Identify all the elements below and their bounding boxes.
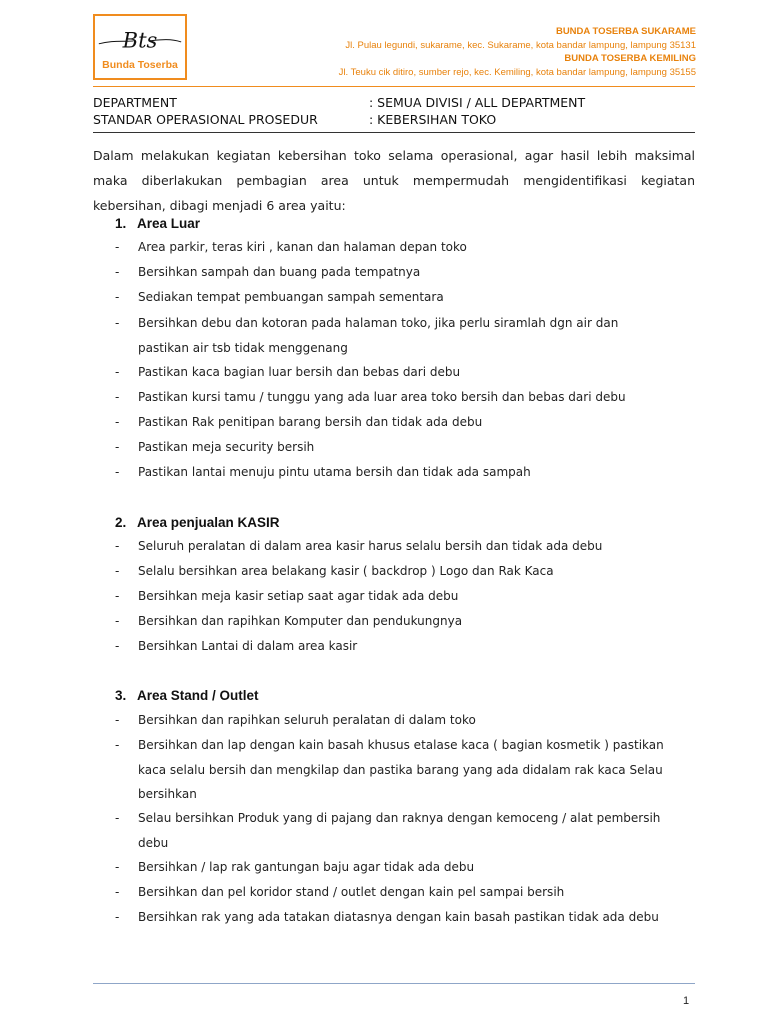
sop-row (93, 112, 497, 127)
intro-paragraph (93, 143, 695, 218)
intro-line: maka diberlakukan pembagian area untuk mempermudah mengidentifikasi kegiatan (93, 173, 695, 188)
list-item-text: Selalu bersihkan area belakang kasir ( backdrop ) Logo dan Rak Kaca (138, 564, 554, 578)
list-item (115, 806, 700, 855)
section-title-area-luar (115, 216, 200, 231)
list-item-text: bersihkan (138, 787, 197, 801)
list-item (115, 311, 700, 360)
list-item (115, 360, 700, 385)
list-item-text: Bersihkan / lap rak gantungan baju agar tidak ada debu (138, 860, 475, 874)
list-dash: - (115, 811, 120, 825)
list-dash: - (115, 415, 120, 429)
list-item (115, 410, 700, 435)
list-item (115, 260, 700, 285)
list-dash: - (115, 860, 120, 874)
list-item (115, 460, 700, 485)
list-item-text: debu (138, 835, 169, 850)
logo-brand-name: Bunda Toserba (102, 59, 178, 71)
list-item-text: Bersihkan dan rapihkan seluruh peralatan di dalam toko (138, 713, 476, 727)
list-item (115, 385, 700, 410)
list-item (115, 559, 700, 584)
section-title-area-stand (115, 688, 259, 703)
list-item (115, 708, 700, 733)
logo-script-mark (95, 22, 185, 58)
branch1-address: Jl. Pulau legundi, sukarame, kec. Sukarame, kota bandar lampung, lampung 35131 (345, 40, 696, 51)
list-dash: - (115, 564, 120, 578)
list-dash: - (115, 465, 120, 479)
department-value: : SEMUA DIVISI / ALL DEPARTMENT (369, 95, 586, 110)
list-item-text: Area parkir, teras kiri , kanan dan halaman depan toko (138, 240, 467, 254)
footer-divider (93, 983, 695, 984)
list-item-text: Seluruh peralatan di dalam area kasir harus selalu bersih dan tidak ada debu (138, 539, 603, 553)
list-dash: - (115, 365, 120, 379)
list-dash: - (115, 265, 120, 279)
list-item (115, 584, 700, 609)
list-item-text: Pastikan lantai menuju pintu utama bersih dan tidak ada sampah (138, 465, 531, 479)
list-dash: - (115, 885, 120, 899)
sop-label: STANDAR OPERASIONAL PROSEDUR (93, 112, 318, 127)
list-item-text: kaca selalu bersih dan mengkilap dan pastika barang yang ada didalam rak kaca Selau (138, 762, 663, 777)
section-number: 1. (115, 216, 127, 231)
list-item-text: Pastikan Rak penitipan barang bersih dan tidak ada debu (138, 415, 483, 429)
list-dash: - (115, 738, 120, 752)
list-item (115, 534, 700, 559)
list-item (115, 634, 700, 659)
list-item (115, 733, 700, 807)
section-title-text: Area penjualan KASIR (137, 515, 280, 530)
list-item (115, 435, 700, 460)
company-logo (93, 14, 187, 80)
branch1-name: BUNDA TOSERBA SUKARAME (555, 26, 696, 37)
meta-divider (93, 132, 695, 133)
sop-value: : KEBERSIHAN TOKO (369, 112, 497, 127)
header-divider (93, 86, 695, 87)
department-row (93, 95, 586, 110)
branch2-address: Jl. Teuku cik ditiro, sumber rejo, kec. Kemiling, kota bandar lampung, lampung 35155 (338, 67, 696, 78)
section-title-area-kasir (115, 515, 280, 530)
department-label: DEPARTMENT (93, 95, 177, 110)
list-item-text: pastikan air tsb tidak menggenang (138, 340, 348, 355)
list-item-text: Selau bersihkan Produk yang di pajang dan raknya dengan kemoceng / alat pembersih (138, 811, 661, 825)
section-number: 2. (115, 515, 127, 530)
intro-line: Dalam melakukan kegiatan kebersihan toko selama operasional, agar hasil lebih maksimal (93, 148, 695, 163)
list-item-text: Bersihkan sampah dan buang pada tempatnya (138, 265, 421, 279)
intro-line: kebersihan, dibagi menjadi 6 area yaitu: (93, 198, 346, 213)
list-dash: - (115, 713, 120, 727)
list-dash: - (115, 440, 120, 454)
list-item-text: Bersihkan dan rapihkan Komputer dan pendukungnya (138, 614, 463, 628)
list-item-text: Bersihkan dan lap dengan kain basah khusus etalase kaca ( bagian kosmetik ) pastikan (138, 738, 664, 752)
list-dash: - (115, 639, 120, 653)
list-dash: - (115, 316, 120, 330)
list-item-text: Bersihkan debu dan kotoran pada halaman toko, jika perlu siramlah dgn air dan (138, 316, 619, 330)
list-item (115, 880, 700, 905)
list-dash: - (115, 390, 120, 404)
list-dash: - (115, 910, 120, 924)
list-item-text: Bersihkan rak yang ada tatakan diatasnya dengan kain basah pastikan tidak ada debu (138, 910, 659, 924)
list-dash: - (115, 589, 120, 603)
section-number: 3. (115, 688, 127, 703)
section-title-text: Area Stand / Outlet (137, 688, 259, 703)
list-item-text: Bersihkan meja kasir setiap saat agar tidak ada debu (138, 589, 459, 603)
list-item-text: Sediakan tempat pembuangan sampah sementara (138, 290, 444, 304)
section-title-text: Area Luar (137, 216, 201, 231)
list-item-text: Bersihkan dan pel koridor stand / outlet dengan kain pel sampai bersih (138, 885, 565, 899)
list-item (115, 905, 700, 930)
list-dash: - (115, 240, 120, 254)
branch2-name: BUNDA TOSERBA KEMILING (564, 53, 696, 64)
list-item-text: Pastikan kursi tamu / tunggu yang ada luar area toko bersih dan bebas dari debu (138, 390, 626, 404)
list-dash: - (115, 539, 120, 553)
list-item (115, 609, 700, 634)
list-item-text: Pastikan meja security bersih (138, 440, 315, 454)
list-item-text: Pastikan kaca bagian luar bersih dan bebas dari debu (138, 365, 461, 379)
page-number: 1 (683, 995, 690, 1007)
logo-script-text: Bts (122, 27, 158, 53)
list-dash: - (115, 290, 120, 304)
list-item (115, 285, 700, 310)
list-item (115, 855, 700, 880)
list-dash: - (115, 614, 120, 628)
list-item-text: Bersihkan Lantai di dalam area kasir (138, 639, 358, 653)
list-item (115, 235, 700, 260)
